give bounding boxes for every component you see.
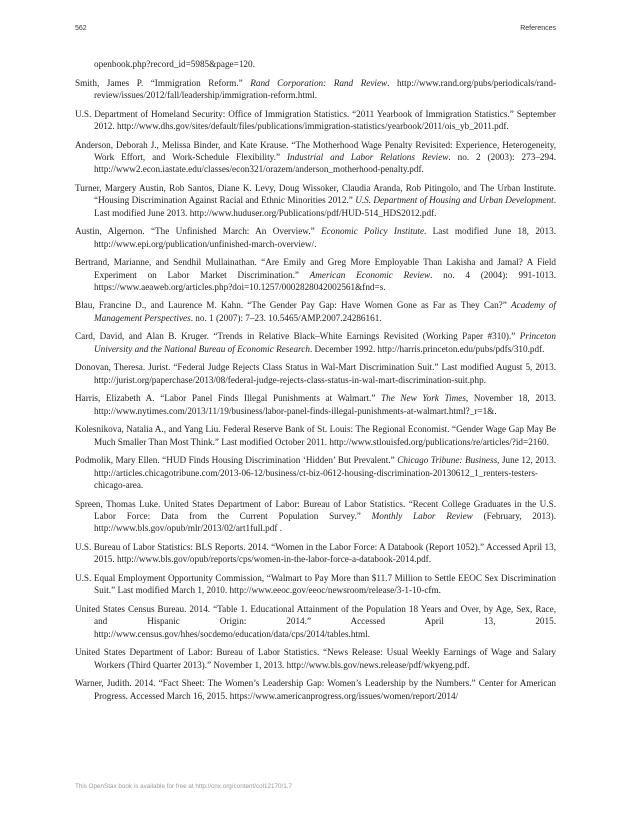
- reference-item: Smith, James P. “Immigration Reform.” Rand Corporation: Rand Review. http://www.rand.org/pubs/periodicals/rand-review/issues/2012/fall/leadership/immigration-reform.html.: [75, 77, 557, 100]
- page-number: 562: [75, 25, 87, 32]
- reference-item: Warner, Judith. 2014. “Fact Sheet: The Women’s Leadership Gap: Women’s Leadership by the Numbers.” Center for American Progress. Accessed March 16, 2015. https://www.americanprogress.org/issues/women/report/2014/: [75, 678, 556, 701]
- section-title: References: [520, 25, 556, 32]
- reference-item: Podmolik, Mary Ellen. “HUD Finds Housing Discrimination ‘Hidden’ But Prevalent.” Chicago Tribune: Business, June 12, 2013. http://articles.chicagotribune.com/2013-06-12/business/ct-biz-0612-housing-discrimination-20130612_1_renters-testers-chicago-area.: [75, 455, 556, 490]
- reference-item: Spreen, Thomas Luke. United States Department of Labor: Bureau of Labor Statistics. “Recent College Graduates in the U.S. Labor Force: Data from the Current Population Survey.” Monthly Labor Review (February, 2013). http://www.bls.gov/opub/mlr/2013/02/art1full.pdf .: [75, 498, 556, 534]
- reference-item: Blau, Francine D., and Laurence M. Kahn. “The Gender Pay Gap: Have Women Gone as Far as They Can?” Academy of Management Perspectives. no. 1 (2007): 7–23. 10.5465/AMP.2007.24286161.: [75, 300, 556, 323]
- reference-item: Austin, Algernon. “The Unfinished March: An Overview.” Economic Policy Institute. Last modified June 18, 2013. http://www.epi.org/publication/unfinished-march-overview/.: [75, 226, 556, 249]
- reference-item: U.S. Bureau of Labor Statistics: BLS Reports. 2014. “Women in the Labor Force: A Databook (Report 1052).” Accessed April 13, 2015. http://www.bls.gov/opub/reports/cps/women-in-the-labor-force-a-databook-2014.pdf.: [75, 541, 556, 565]
- reference-item: U.S. Equal Employment Opportunity Commission, “Walmart to Pay More than $11.7 Million to Settle EEOC Sex Discrimination Suit.” Last modified March 1, 2010. http://www.eeoc.gov/eeoc/newsroom/release/3-1-10-cfm.: [75, 572, 556, 596]
- reference-item: Harris, Elizabeth A. “Labor Panel Finds Illegal Punishments at Walmart.” The New York Times, November 18, 2013. http://www.nytimes.com/2013/11/19/business/labor-panel-finds-illegal-punishments-at-walmart.html?_r=1&.: [75, 393, 556, 416]
- reference-item: U.S. Department of Homeland Security: Office of Immigration Statistics. “2011 Yearbook of Immigration Statistics.” September 2012. http://www.dhs.gov/sites/default/files/publications/immigration-statistics/yearbook/2011/ois_yb_2011.pdf.: [75, 108, 556, 131]
- references-list: [75, 58, 556, 708]
- reference-item: Bertrand, Marianne, and Sendhil Mullainathan. “Are Emily and Greg More Employable Than Lakisha and Jamal? A Field Experiment on Labor Market Discrimination.” American Economic Review. no. 4 (2004): 991-1013. https://www.aeaweb.org/articles.php?doi=10.1257/0002828042002561&fnd=s.: [75, 257, 556, 292]
- reference-item: Card, David, and Alan B. Kruger. “Trends in Relative Black–White Earnings Revisited (Working Paper #310).” Princeton University and the National Bureau of Economic Research. December 1992. http://harris.princeton.edu/pubs/pdfs/310.pdf.: [75, 331, 556, 354]
- reference-item: Turner, Margery Austin, Rob Santos, Diane K. Levy, Doug Wissoker, Claudia Aranda, Rob Pitingolo, and The Urban Institute. “Housing Discrimination Against Racial and Ethnic Minorities 2012.” U.S. Department of Housing and Urban Development. Last modified June 2013. http://www.huduser.org/Publications/pdf/HUD-514_HDS2012.pdf.: [75, 182, 556, 218]
- reference-item: openbook.php?record_id=5985&page=120.: [94, 59, 255, 69]
- reference-item: Kolesnikova, Natalia A., and Yang Liu. Federal Reserve Bank of St. Louis: The Regional Economist. “Gender Wage Gap May Be Much Smaller Than Most Think.” Last modified October 2011. http://www.stlouisfed.org/publications/re/articles/?id=2160.: [75, 424, 556, 447]
- reference-item: United States Department of Labor: Bureau of Labor Statistics. “News Release: Usual Weekly Earnings of Wage and Salary Workers (Third Quarter 2013).” November 1, 2013. http://www.bls.gov/news.release/pdf/wkyeng.pdf.: [75, 647, 556, 670]
- reference-item: Donovan, Theresa. Jurist. “Federal Judge Rejects Class Status in Wal-Mart Discrimination Suit.” Last modified August 5, 2013. http://jurist.org/paperchase/2013/08/federal-judge-rejects-class-status-in-wal-mart-discrimination-suit.php.: [75, 362, 556, 385]
- reference-item: United States Census Bureau. 2014. “Table 1. Educational Attainment of the Population 18 Years and Over, by Age, Sex, Race, and Hispanic Origin: 2014.” Accessed April 13, 2015. http://www.census.gov/hhes/socdemo/education/data/cps/2014/tables.html.: [75, 603, 556, 639]
- page-footer: This OpenStax book is available for free at http://cnx.org/content/col12170/1.7: [75, 783, 293, 790]
- reference-item: Anderson, Deborah J., Melissa Binder, and Kate Krause. “The Motherhood Wage Penalty Revisited: Experience, Heterogeneity, Work Effort, and Work-Schedule Flexibility.” Industrial and Labor Relations Review. no. 2 (2003): 273–294. http://www2.econ.iastate.edu/classes/econ321/orazem/anderson_motherhood-penalty.pdf.: [75, 139, 556, 175]
